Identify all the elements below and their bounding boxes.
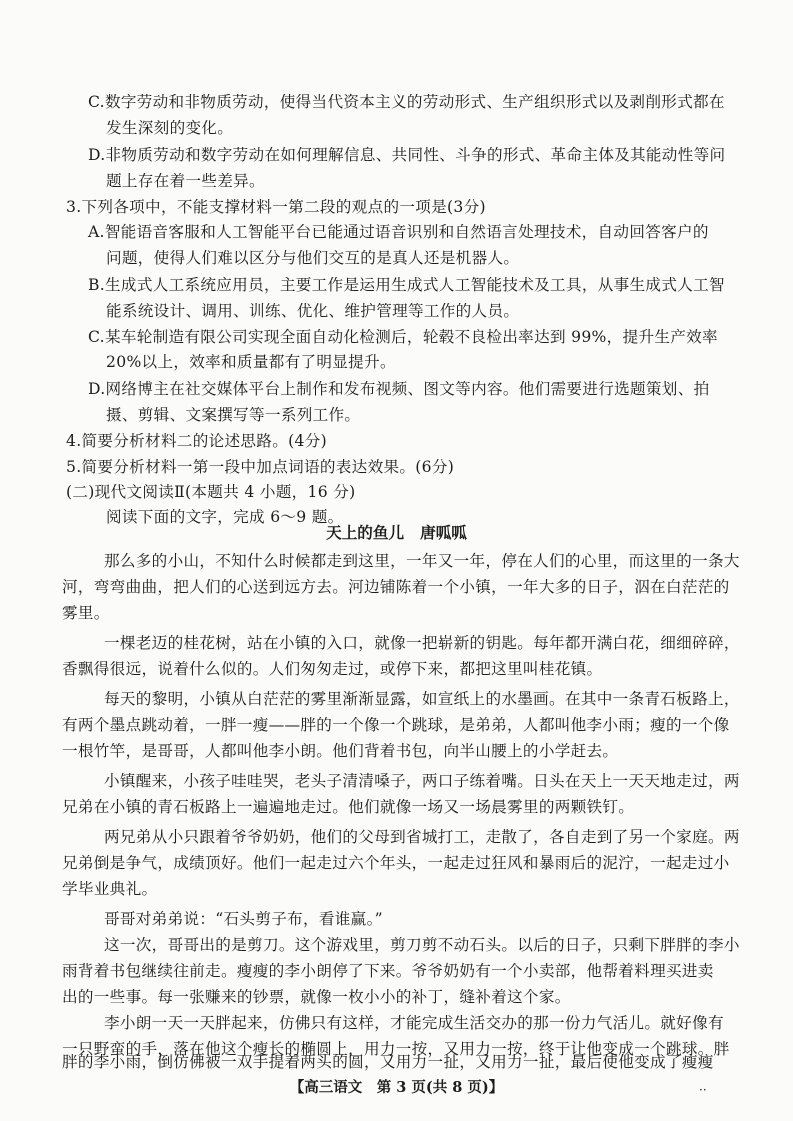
story-line: 那么多的小山，不知什么时候都走到这里，一年又一年，停在人们的心里，而这里的一条大 xyxy=(104,552,740,570)
option-text: 网络博主在社交媒体平台上制作和发布视频、图文等内容。他们需要进行选题策划、拍 xyxy=(105,380,710,398)
story-line: 每天的黎明，小镇从白茫茫的雾里渐渐显露，如宣纸上的水墨画。在其中一条青石板路上， xyxy=(104,690,740,708)
question-4: 4.简要分析材料二的论述思路。(4分) xyxy=(66,432,327,450)
option-label: D. xyxy=(88,380,106,398)
story-line: 胖的李小雨，倒仿佛被一双手提着两头的圆，又用力一扯，又用力一扯，最后使他变成了瘦瘦 xyxy=(62,1053,714,1071)
story-line: 有两个墨点跳动着，一胖一瘦——胖的一个像一个跳球，是弟弟，人都叫他李小雨；瘦的一个像 xyxy=(62,716,730,734)
story-line: 兄弟在小镇的青石板路上一遍遍地走过。他们就像一场又一场晨雾里的两颗铁钉。 xyxy=(62,798,635,816)
q2-option-c-line1 xyxy=(88,92,725,112)
option-label: A. xyxy=(88,223,105,241)
story-line: 出的一些事。每一张赚来的钞票，就像一枚小小的补丁，缝补着这个家。 xyxy=(62,988,571,1006)
option-text: 非物质劳动和数字劳动在如何理解信息、共同性、斗争的形式、革命主体及其能动性等问 xyxy=(105,146,726,164)
q2-option-d-line1 xyxy=(88,145,725,165)
story-title: 天上的鱼儿 xyxy=(326,523,405,542)
story-line: 兄弟倒是争气，成绩顶好。他们一起走过六个年头，一起走过狂风和暴雨后的泥泞，一起走过小 xyxy=(62,854,730,872)
option-text: 生成式人工系统应用员，主要工作是运用生成式人工智能技术及工具，从事生成式人工智 xyxy=(105,276,725,294)
story-line: 一棵老迈的桂花树，站在小镇的入口，就像一把崭新的钥匙。每年都开满白花，细细碎碎， xyxy=(104,634,740,652)
option-label: D. xyxy=(88,146,106,164)
option-label: C. xyxy=(88,328,105,346)
story-line: 这一次，哥哥出的是剪刀。这个游戏里，剪刀剪不动石头。以后的日子，只剩下胖胖的李小 xyxy=(104,936,740,954)
page-footer: 【高三语文 第 3 页(共 8 页)】 xyxy=(289,1079,504,1096)
story-line: 李小朗一天一天胖起来，仿佛只有这样，才能完成生活交办的那一份力气活儿。就好像有 xyxy=(104,1014,724,1032)
story-line: 雾里。 xyxy=(62,604,110,622)
story-line: 河，弯弯曲曲，把人们的心送到远方去。河边铺陈着一个小镇，一年大多的日子，泅在白茫茫的 xyxy=(62,578,730,596)
q3-option-c-line2: 20%以上，效率和质量都有了明显提升。 xyxy=(106,353,396,371)
section-instruction: 阅读下面的文字，完成 6～9 题。 xyxy=(106,508,344,526)
question-3-stem: 3.下列各项中，不能支撑材料一第二段的观点的一项是(3分) xyxy=(66,198,486,216)
q3-option-a-line2: 问题，使得人们难以区分与他们交互的是真人还是机器人。 xyxy=(106,249,520,267)
story-line: 香飘得很远，说着什么似的。人们匆匆走过，或停下来，都把这里叫桂花镇。 xyxy=(62,660,603,678)
q2-option-c-line2: 发生深刻的变化。 xyxy=(106,119,234,137)
story-author: 唐呱呱 xyxy=(420,523,467,542)
q3-option-d-line2: 摄、剪辑、文案撰写等一系列工作。 xyxy=(106,406,361,424)
q3-option-d-line1 xyxy=(88,379,709,399)
section-heading: (二)现代文阅读Ⅱ(本题共 4 小题，16 分) xyxy=(66,483,356,501)
story-title-block xyxy=(0,523,793,543)
corner-mark: ·· xyxy=(699,1083,707,1097)
story-line: 学毕业典礼。 xyxy=(62,880,158,898)
option-text: 数字劳动和非物质劳动，使得当代资本主义的劳动形式、生产组织形式以及剥削形式都在 xyxy=(104,93,725,111)
story-line: 一根竹竿，是哥哥，人都叫他李小朗。他们背着书包，向半山腰上的小学赶去。 xyxy=(62,742,619,760)
option-label: B. xyxy=(88,276,106,294)
q3-option-b-line2: 能系统设计、调用、训练、优化、维护管理等工作的人员。 xyxy=(106,302,520,320)
q3-option-c-line1 xyxy=(88,327,718,347)
story-line: 小镇醒来，小孩子哇哇哭，老头子清清嗓子，两口子练着嘴。日头在天上一天天地走过，两 xyxy=(104,772,740,790)
option-text: 智能语音客服和人工智能平台已能通过语音识别和自然语言处理技术，自动回答客户的 xyxy=(104,223,709,241)
story-line: 一只野蛮的手，落在他这个瘦长的椭圆上，用力一按，又用力一按，终于让他变成一个跳球。胖 xyxy=(62,1040,730,1058)
story-line: 两兄弟从小只跟着爷爷奶奶，他们的父母到省城打工，走散了，各自走到了另一个家庭。两 xyxy=(104,828,740,846)
q2-option-d-line2: 题上存在着一些差异。 xyxy=(106,172,265,190)
option-text: 某车轮制造有限公司实现全面自动化检测后，轮毂不良检出率达到 99%，提升生产效率 xyxy=(104,328,718,346)
question-5: 5.简要分析材料一第一段中加点词语的表达效果。(6分) xyxy=(66,458,455,476)
q3-option-b-line1 xyxy=(88,275,725,295)
story-line: 雨背着书包继续往前走。瘦瘦的李小朗停了下来。爷爷奶奶有一个小卖部，他帮着料理买进卖 xyxy=(62,962,714,980)
q3-option-a-line1 xyxy=(88,222,709,242)
option-label: C. xyxy=(88,93,105,111)
story-line: 哥哥对弟弟说：“石头剪子布，看谁赢。” xyxy=(104,910,383,928)
